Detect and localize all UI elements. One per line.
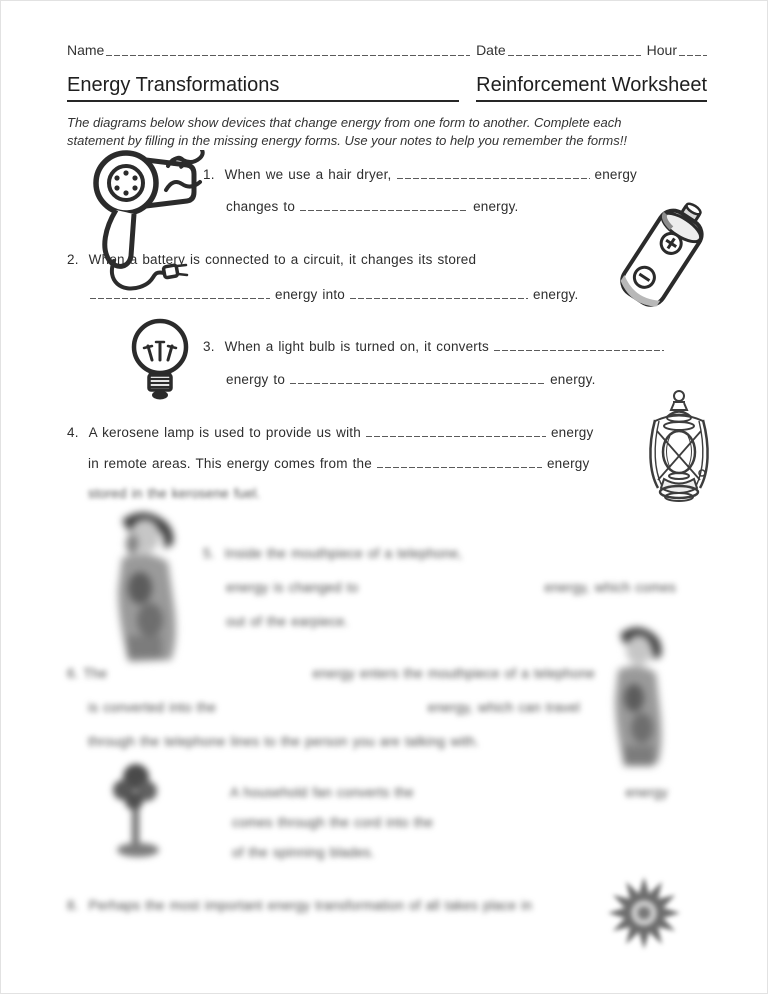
question-7-line-1-blurred [230,785,668,800]
q4-text-2: energy [550,425,594,440]
question-3-line-1 [203,338,669,354]
q6-text-5: through the telephone lines to the person you are talking with. [88,734,480,749]
date-blank-line [508,43,641,56]
instructions-line-1: The diagrams below show devices that change energy from one form to another. Complete each [67,115,622,130]
name-label: Name [67,42,105,58]
heat-waves-icon [162,150,208,204]
light-bulb-icon [122,318,198,404]
q1-text-2: energy [594,167,637,182]
q8-text-1: Perhaps the most important energy transformation of all takes place in [88,898,533,913]
q2-blank-2 [350,286,528,299]
q6-text-2: energy enters the mouthpiece of a telephone [312,666,595,681]
q3-text-3: energy. [550,372,596,387]
kerosene-lamp-icon [640,388,718,506]
date-label: Date [476,42,506,58]
q5-text-3: energy, which comes [544,580,676,595]
q4-number: 4. [67,425,79,440]
question-1-line-1 [203,166,637,182]
q4-blank-1 [366,424,546,437]
q6-text-1: 6. The [67,666,108,681]
page-title: Energy Transformations [67,74,459,102]
question-6-line-1-blurred [67,666,595,681]
person-blurred-icon [606,620,672,770]
question-6-line-2-blurred [88,700,580,715]
battery-icon [606,194,721,319]
question-3-line-2 [226,371,596,387]
q3-number: 3. [203,339,215,354]
question-4-line-1 [67,424,593,440]
q1-text-3: changes to [226,199,296,214]
name-blank-line [106,43,470,56]
q2-text-1: When a battery is connected to a circuit, it changes its stored [88,252,477,267]
q4-text-1: A kerosene lamp is used to provide us with [88,425,361,440]
q5-text-4: out of the earpiece. [226,614,349,629]
q4-text-3: in remote areas. This energy comes from the [88,456,372,471]
question-2-line-2 [90,286,578,302]
q1-text-1: When we use a hair dryer, [224,167,392,182]
q7-text-3: comes through the cord into the [232,815,434,830]
question-7-line-2-blurred [232,815,433,830]
q5-number: 5. [203,546,215,561]
q3-text-2: energy to [226,372,286,387]
hour-label: Hour [646,42,677,58]
q7-text-2: energy [625,785,668,800]
question-5-line-1-blurred [203,546,462,561]
q6-text-3: is converted into the [88,700,217,715]
q7-text-4: of the spinning blades. [232,845,375,860]
header-row [67,42,707,58]
q1-text-4: energy. [473,199,519,214]
fan-blurred-icon [98,760,178,862]
person-on-phone-blurred-icon [102,504,187,662]
question-4-line-3-blurred [88,486,260,501]
q3-blank-1 [494,338,664,351]
q7-text-1: A household fan converts the [230,785,414,800]
q3-blank-2 [290,371,545,384]
question-4-line-2 [88,455,589,471]
q1-number: 1. [203,167,215,182]
title-row [67,74,707,102]
question-2-line-1 [67,252,476,267]
hour-blank-line [679,43,707,56]
question-7-line-3-blurred [232,845,375,860]
q3-text-1: When a light bulb is turned on, it converts [224,339,489,354]
question-5-line-3-blurred [226,614,349,629]
question-1-line-2 [226,198,519,214]
question-8-line-1-blurred [67,898,532,913]
q1-blank-2 [300,198,468,211]
question-5-line-2-blurred [226,580,676,595]
q4-blank-2 [377,455,542,468]
q4-text-5-blurred: stored in the kerosene fuel. [88,486,261,501]
sun-blurred-icon [604,876,684,950]
q8-number: 8. [67,898,79,913]
q2-text-2: energy into [275,287,345,302]
q2-blank-1 [90,286,270,299]
question-6-line-3-blurred [88,734,479,749]
q4-text-4: energy [546,456,590,471]
page-subtitle: Reinforcement Worksheet [476,74,707,102]
q2-text-3: energy. [533,287,579,302]
instructions-line-2: statement by filling in the missing energy forms. Use your notes to help you remember the forms!! [67,133,627,148]
q5-text-1: Inside the mouthpiece of a telephone, [224,546,463,561]
q2-number: 2. [67,252,79,267]
instructions [67,114,715,150]
q1-blank-1 [397,166,590,179]
q6-text-4: energy, which can travel [427,700,580,715]
q5-text-2: energy is changed to [226,580,359,595]
